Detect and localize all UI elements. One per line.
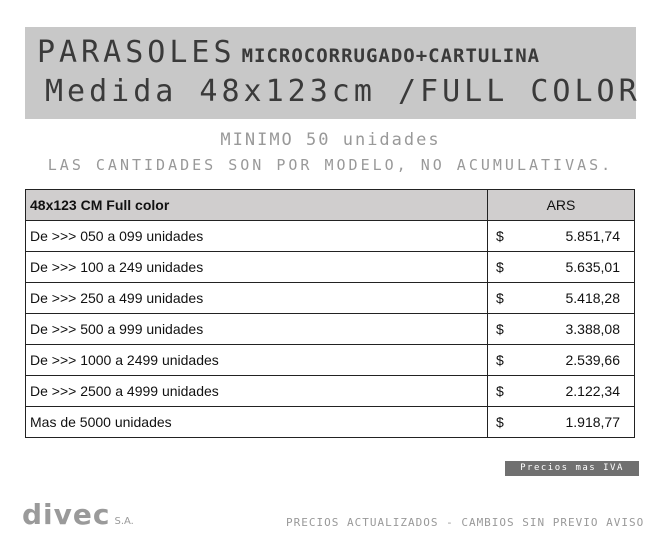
table-row <box>26 345 635 376</box>
quantity-range: De >>> 1000 a 2499 unidades <box>26 345 488 376</box>
price-cell <box>488 314 635 345</box>
price-table <box>25 189 635 438</box>
price-cell <box>488 283 635 314</box>
price-value: 1.918,77 <box>565 414 620 430</box>
table-row <box>26 314 635 345</box>
currency-symbol: $ <box>496 228 504 244</box>
header-currency: ARS <box>488 190 635 221</box>
currency-symbol: $ <box>496 290 504 306</box>
table-row <box>26 221 635 252</box>
currency-symbol: $ <box>496 259 504 275</box>
price-cell <box>488 376 635 407</box>
table-header-row <box>26 190 635 221</box>
footer-disclaimer: PRECIOS ACTUALIZADOS - CAMBIOS SIN PREVIO AVISO <box>286 516 645 529</box>
table-row <box>26 376 635 407</box>
logo-suffix: S.A. <box>114 516 134 527</box>
quantities-note: LAS CANTIDADES SON POR MODELO, NO ACUMULATIVAS. <box>47 156 614 174</box>
material-title: MICROCORRUGADO+CARTULINA <box>241 45 541 67</box>
price-value: 5.635,01 <box>565 259 620 275</box>
quantity-range: De >>> 100 a 249 unidades <box>26 252 488 283</box>
table-row <box>26 407 635 438</box>
currency-symbol: $ <box>496 352 504 368</box>
currency-symbol: $ <box>496 383 504 399</box>
company-logo <box>22 498 134 531</box>
logo-wordmark: divec <box>22 498 111 531</box>
currency-symbol: $ <box>496 321 504 337</box>
quantity-range: De >>> 250 a 499 unidades <box>26 283 488 314</box>
quantity-range: De >>> 050 a 099 unidades <box>26 221 488 252</box>
table-row <box>26 283 635 314</box>
product-title: PARASOLES <box>37 35 236 70</box>
currency-symbol: $ <box>496 414 504 430</box>
title-line <box>37 35 540 70</box>
price-cell <box>488 407 635 438</box>
size-subtitle: Medida 48x123cm /FULL COLOR <box>45 74 641 109</box>
quantity-range: Mas de 5000 unidades <box>26 407 488 438</box>
table-row <box>26 252 635 283</box>
minimum-note: MINIMO 50 unidades <box>220 130 441 150</box>
header-product: 48x123 CM Full color <box>26 190 488 221</box>
price-value: 2.539,66 <box>565 352 620 368</box>
vat-badge: Precios mas IVA <box>505 461 639 476</box>
price-cell <box>488 252 635 283</box>
price-value: 3.388,08 <box>565 321 620 337</box>
price-cell <box>488 221 635 252</box>
price-value: 2.122,34 <box>565 383 620 399</box>
quantity-range: De >>> 2500 a 4999 unidades <box>26 376 488 407</box>
title-banner <box>25 27 641 119</box>
price-cell <box>488 345 635 376</box>
price-value: 5.851,74 <box>565 228 620 244</box>
quantity-range: De >>> 500 a 999 unidades <box>26 314 488 345</box>
price-value: 5.418,28 <box>565 290 620 306</box>
